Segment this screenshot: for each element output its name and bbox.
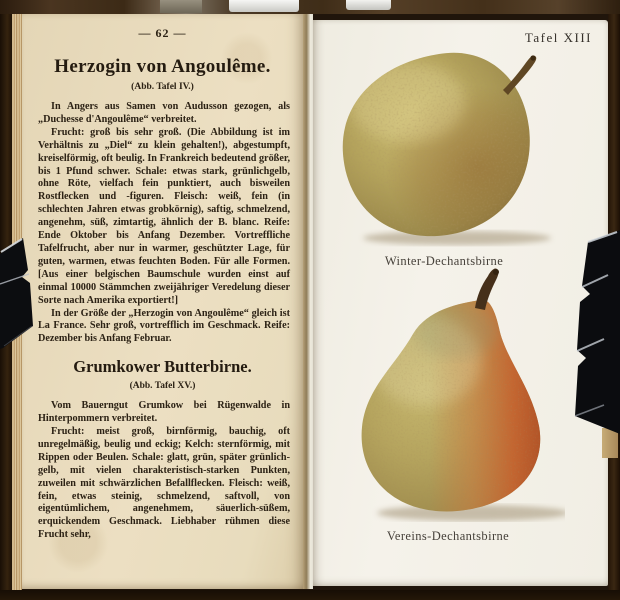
article-body xyxy=(38,400,290,542)
article-title: Herzogin von Angoulême. xyxy=(54,56,271,77)
right-page xyxy=(313,20,608,586)
left-page xyxy=(22,12,303,589)
body-paragraph: Frucht: meist groß, birnförmig, bauchig, oft unregelmäßig, beulig und eckig; Kelch: sternförmig, mit Rippen oder Beulen. Schale: glatt, grün, später grünlich-gelb, mit vielen charakteristisch-starken Punkten, zuweilen mit schwärzlichen Befallflecken. Fleisch: weiß, fein, etwas steinig, schmelzend, saftvoll, von eigentümlichem, angenehmem, säuerlich-süßem, erquickendem Geschmack. Liebhaber rühmen diese Frucht sehr, xyxy=(38,426,290,541)
gutter-shadow xyxy=(303,12,313,589)
top-edge-band xyxy=(0,0,620,14)
clip-handle xyxy=(160,0,202,13)
vereins-dechantsbirne-image xyxy=(331,266,565,522)
body-paragraph: Frucht: groß bis sehr groß. (Die Abbildung ist im Verhältnis zu „Diel“ zu klein gehalten!), abgestumpft, kreiselförmig, oft beulig. In Frankreich bedeutend größer, bis 1 Pfund schwer. Schale: etwas stark, grünlichgelb, ohne Röte, vielfach fein punktiert, auch bisweilen Rostflecken und -figuren. Fleisch: weiß, fein (in schlechten Jahren etwas grobkörnig), saftig, schmelzend, angenehm, süß, zimtartig, ähnlich der B. blanc. Reife: Ende Oktober bis Anfang Dezember. Vortreffliche Tafelfrucht, aber nur in warmer, geschützter Lage, für guten, warmen, etwas feuchten Boden. Für alle Formen. [Aus einer belgischen Baumschule wurden einst auf einmal 10000 Stämmchen zweijähriger Veredelung dieser Sorte nach Amerika exportiert!] xyxy=(38,126,290,306)
pear-illustration-vereins xyxy=(331,266,565,544)
binder-clip-right xyxy=(572,226,620,436)
bottom-edge-band xyxy=(0,590,620,600)
article-title: Grumkower Butterbirne. xyxy=(73,357,252,377)
plate-caption: Vereins-Dechantsbirne xyxy=(386,529,510,543)
page-number: — 62 — xyxy=(138,26,187,40)
body-paragraph: In Angers aus Samen von Audusson gezogen, als „Duchesse d'Angoulême“ verbreitet. xyxy=(38,101,290,125)
plate-caption: Winter-Dechantsbirne xyxy=(384,254,504,268)
clip-handle xyxy=(229,0,299,12)
article-subtitle: (Abb. Tafel XV.) xyxy=(129,381,196,392)
body-paragraph: Vom Bauerngut Grumkow bei Rügenwalde in Hinterpommern verbreitet. xyxy=(38,400,290,425)
article-body xyxy=(38,101,290,346)
winter-dechantsbirne-image xyxy=(327,42,561,247)
binder-clip-left xyxy=(0,236,34,350)
plate-number: Tafel XIII xyxy=(524,30,592,45)
clip-handle xyxy=(346,0,391,10)
article-subtitle: (Abb. Tafel IV.) xyxy=(131,82,194,92)
pear-illustration-winter xyxy=(327,42,561,269)
body-paragraph: In der Größe der „Herzogin von Angoulême“ gleich ist La France. Sehr groß, vortrefflich im Geschmack. Reife: Dezember bis Anfang Februar. xyxy=(38,307,290,345)
